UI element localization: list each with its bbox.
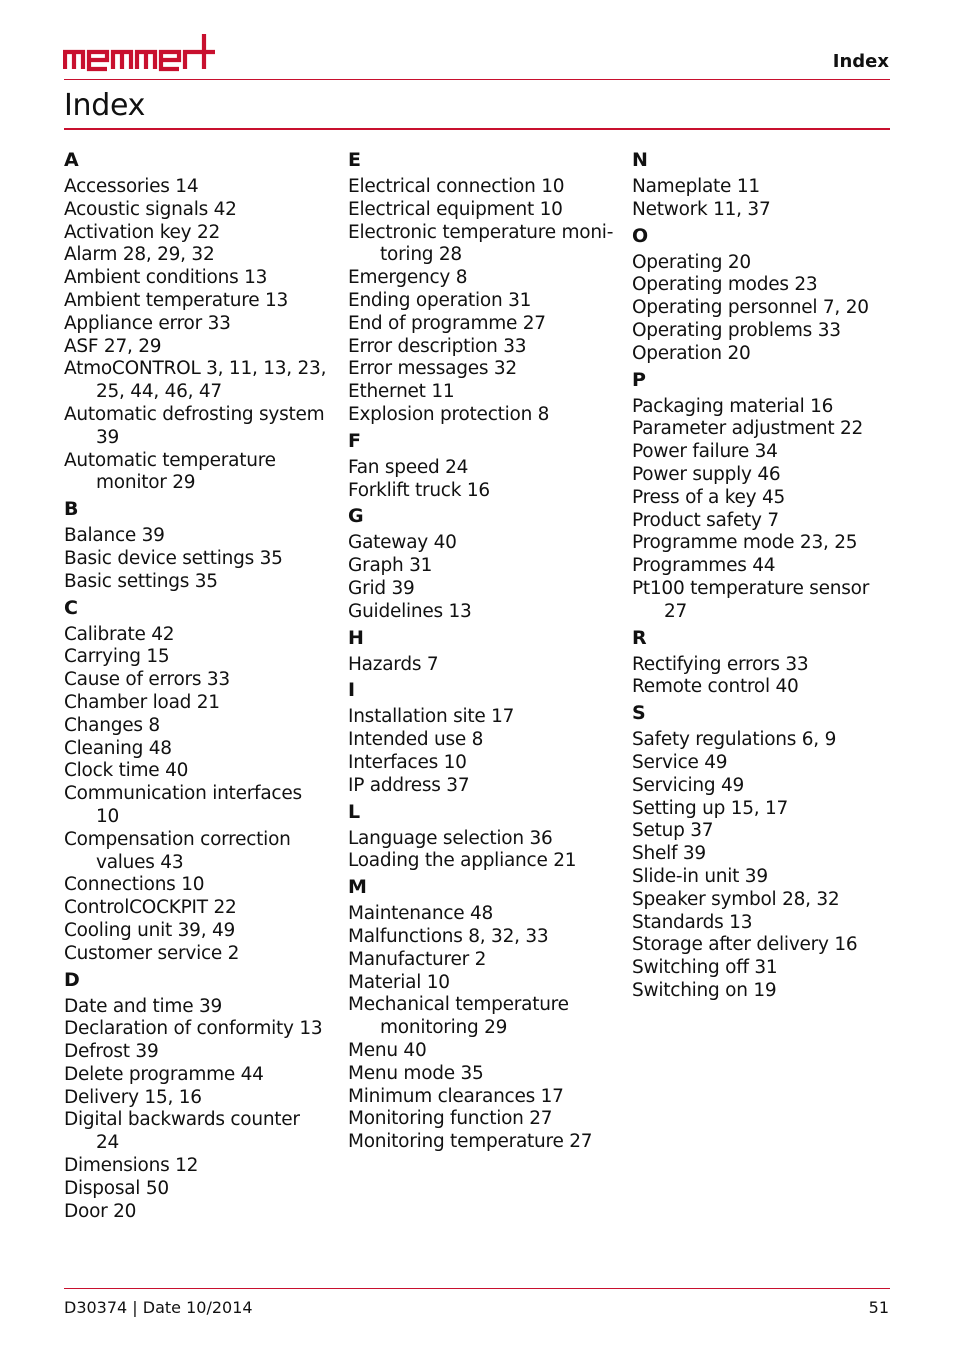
index-entry: Door 20 xyxy=(64,1200,137,1222)
index-entry: Defrost 39 xyxy=(64,1041,159,1063)
index-entry: Interfaces 10 xyxy=(348,751,467,773)
index-entry: Remote control 40 xyxy=(632,676,799,698)
index-entry: Setting up 15, 17 xyxy=(632,797,789,819)
index-entry: Delivery 15, 16 xyxy=(64,1086,202,1108)
footer-rule xyxy=(64,1288,890,1289)
index-entry: Gateway 40 xyxy=(348,532,457,554)
index-entry: Mechanical temperature monitoring 29 xyxy=(348,994,569,1039)
index-letter-heading: D xyxy=(64,968,80,991)
index-entry: Operation 20 xyxy=(632,342,751,364)
index-entry: Servicing 49 xyxy=(632,774,745,796)
index-letter-heading: A xyxy=(64,149,79,171)
index-entry: Compensation correction values 43 xyxy=(64,828,291,873)
index-entry: Automatic temperature monitor 29 xyxy=(64,449,276,494)
index-entry: Delete programme 44 xyxy=(64,1063,264,1085)
index-entry: Operating 20 xyxy=(632,251,751,273)
index-entry: Operating modes 23 xyxy=(632,274,818,296)
index-entry: Activation key 22 xyxy=(64,221,221,243)
index-entry: Ambient conditions 13 xyxy=(64,267,268,289)
index-entry: Fan speed 24 xyxy=(348,456,469,478)
index-letter-heading: P xyxy=(632,368,646,391)
index-entry: Language selection 36 xyxy=(348,827,553,849)
index-letter-heading: G xyxy=(348,505,364,528)
index-entry: Explosion protection 8 xyxy=(348,403,550,425)
title-rule xyxy=(64,128,890,130)
index-entry: Calibrate 42 xyxy=(64,623,175,645)
index-entry: End of programme 27 xyxy=(348,312,546,334)
page-title: Index xyxy=(64,88,146,123)
index-entry: Appliance error 33 xyxy=(64,312,231,334)
index-letter-heading: H xyxy=(348,626,364,649)
index-entry: IP address 37 xyxy=(348,774,470,796)
page-number: 51 xyxy=(868,1298,889,1317)
index-letter-heading: R xyxy=(632,626,647,649)
index-entry: Intended use 8 xyxy=(348,729,484,751)
index-entry: Packaging material 16 xyxy=(632,395,834,417)
index-letter-heading: I xyxy=(348,679,356,702)
index-entry: AtmoCONTROL 3, 11, 13, 23, 25, 44, 46, 47 xyxy=(64,358,327,403)
index-entry: Carrying 15 xyxy=(64,646,170,668)
index-entry: Basic settings 35 xyxy=(64,570,218,592)
index-entry: Cleaning 48 xyxy=(64,737,172,759)
index-letter-heading: F xyxy=(348,429,361,452)
index-letter-heading: E xyxy=(348,149,361,171)
index-entry: Clock time 40 xyxy=(64,760,189,782)
index-entry: Ambient temperature 13 xyxy=(64,289,289,311)
index-entry: Service 49 xyxy=(632,751,728,773)
index-entry: Forklift truck 16 xyxy=(348,479,490,501)
index-entry: Disposal 50 xyxy=(64,1177,169,1199)
index-letter-heading: M xyxy=(348,876,367,899)
index-entry: Programmes 44 xyxy=(632,555,776,577)
memmert-logo xyxy=(63,30,218,74)
index-entry: Automatic defrosting system 39 xyxy=(64,403,325,448)
index-entry: Monitoring function 27 xyxy=(348,1108,553,1130)
index-entry: Ethernet 11 xyxy=(348,381,455,403)
index-entry: Menu mode 35 xyxy=(348,1062,484,1084)
document-reference: D30374 | Date 10/2014 xyxy=(64,1298,253,1317)
index-entry: Chamber load 21 xyxy=(64,691,220,713)
index-entry: Slide-in unit 39 xyxy=(632,865,768,887)
index-entry: ASF 27, 29 xyxy=(64,335,162,357)
index-entry: Malfunctions 8, 32, 33 xyxy=(348,925,549,947)
index-entry: Pt100 temperature sensor 27 xyxy=(632,577,870,622)
index-entry: Operating personnel 7, 20 xyxy=(632,297,869,319)
index-entry: Cause of errors 33 xyxy=(64,669,230,691)
header-section-title: Index xyxy=(832,51,889,72)
index-column-2 xyxy=(348,146,618,1154)
index-entry: ControlCOCKPIT 22 xyxy=(64,897,237,919)
index-entry: Programme mode 23, 25 xyxy=(632,532,858,554)
index-entry: Customer service 2 xyxy=(64,942,240,964)
index-entry: Electronic temperature moni- toring 28 xyxy=(348,221,614,266)
index-entry: Manufacturer 2 xyxy=(348,948,487,970)
index-entry: Accessories 14 xyxy=(64,176,199,197)
index-entry: Standards 13 xyxy=(632,911,753,933)
index-entry: Changes 8 xyxy=(64,714,160,736)
index-entry: Loading the appliance 21 xyxy=(348,850,577,872)
index-letter-heading: L xyxy=(348,800,361,823)
index-entry: Error description 33 xyxy=(348,335,527,357)
index-column-1 xyxy=(64,146,334,1223)
index-letter-heading: O xyxy=(632,224,649,247)
index-entry: Switching off 31 xyxy=(632,957,778,979)
index-letter-heading: C xyxy=(64,596,78,619)
index-entry: Speaker symbol 28, 32 xyxy=(632,888,840,910)
index-entry: Communication interfaces 10 xyxy=(64,783,302,827)
index-entry: Power failure 34 xyxy=(632,441,778,463)
index-entry: Electrical connection 10 xyxy=(348,176,565,197)
index-entry: Network 11, 37 xyxy=(632,198,771,220)
index-letter-heading: S xyxy=(632,702,646,725)
index-entry: Parameter adjustment 22 xyxy=(632,418,864,440)
index-letter-heading: N xyxy=(632,149,648,171)
index-entry: Acoustic signals 42 xyxy=(64,198,237,220)
index-entry: Dimensions 12 xyxy=(64,1155,199,1177)
index-entry: Menu 40 xyxy=(348,1039,427,1061)
index-entry: Hazards 7 xyxy=(348,653,439,675)
index-entry: Guidelines 13 xyxy=(348,600,472,622)
index-entry: Maintenance 48 xyxy=(348,903,494,925)
index-entry: Nameplate 11 xyxy=(632,176,760,197)
index-entry: Ending operation 31 xyxy=(348,289,532,311)
index-entry: Graph 31 xyxy=(348,555,433,577)
index-entry: Minimum clearances 17 xyxy=(348,1085,564,1107)
index-entry: Monitoring temperature 27 xyxy=(348,1131,593,1153)
index-entry: Declaration of conformity 13 xyxy=(64,1018,323,1040)
index-entry: Product safety 7 xyxy=(632,509,779,531)
index-entry: Material 10 xyxy=(348,971,450,993)
index-entry: Electrical equipment 10 xyxy=(348,198,563,220)
index-entry: Rectifying errors 33 xyxy=(632,653,809,675)
index-entry: Operating problems 33 xyxy=(632,319,841,341)
index-entry: Setup 37 xyxy=(632,820,714,842)
index-entry: Cooling unit 39, 49 xyxy=(64,919,235,941)
index-entry: Shelf 39 xyxy=(632,843,706,865)
index-entry: Power supply 46 xyxy=(632,463,781,485)
index-entry: Grid 39 xyxy=(348,577,415,599)
index-letter-heading: B xyxy=(64,498,79,521)
index-entry: Emergency 8 xyxy=(348,267,468,289)
index-entry: Storage after delivery 16 xyxy=(632,934,858,956)
index-entry: Error messages 32 xyxy=(348,358,517,380)
index-entry: Switching on 19 xyxy=(632,979,777,1001)
index-entry: Press of a key 45 xyxy=(632,486,786,508)
index-entry: Date and time 39 xyxy=(64,995,223,1017)
index-entry: Alarm 28, 29, 32 xyxy=(64,244,215,266)
header-rule xyxy=(64,79,890,80)
index-column-3 xyxy=(632,146,902,1003)
index-entry: Digital backwards counter 24 xyxy=(64,1109,300,1154)
index-entry: Connections 10 xyxy=(64,874,205,896)
index-entry: Installation site 17 xyxy=(348,706,515,728)
index-entry: Safety regulations 6, 9 xyxy=(632,729,837,751)
index-entry: Basic device settings 35 xyxy=(64,547,283,569)
index-entry: Balance 39 xyxy=(64,525,165,547)
